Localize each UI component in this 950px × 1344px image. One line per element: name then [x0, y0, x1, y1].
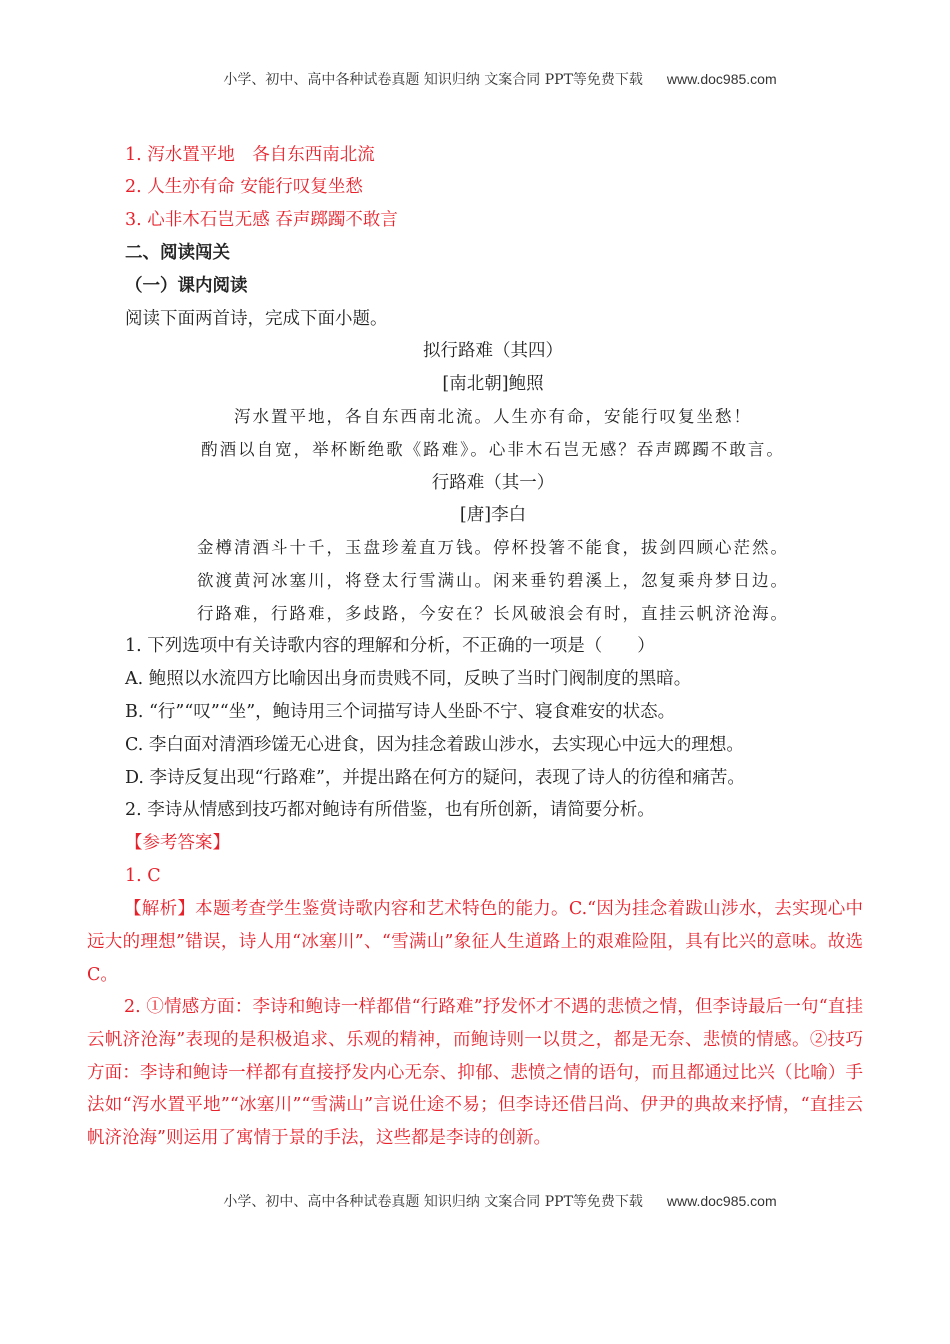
analysis-paragraph	[87, 893, 863, 991]
page-footer	[0, 1191, 950, 1211]
poem2-line: 行路难，行路难，多歧路，今安在？长风破浪会有时，直挂云帆济沧海。	[197, 604, 789, 623]
option-a: A. 鲍照以水流四方比喻因出身而贵贱不同，反映了当时门阀制度的黑暗。	[125, 669, 692, 689]
answer-line: 3. 心非木石岂无感 吞声踯躅不敢言	[125, 210, 398, 230]
option-b: B. “行”“叹”“坐”，鲍诗用三个词描写诗人坐卧不宁、寝食难安的状态。	[125, 702, 676, 722]
answer-2: 2. ①情感方面：李诗和鲍诗一样都借“行路难”抒发怀才不遇的悲愤之情，但李诗最后一句“直挂云帆济沧海”表现的是积极追求、乐观的精神，而鲍诗则一以贯之，都是无奈、悲愤的情感。②技巧方面：李诗和鲍诗一样都有直接抒发内心无奈、抑郁、悲愤之情的语句，而且都通过比兴（比喻）手法如“泻水置平地”“冰塞川”“雪满山”言说仕途不易；但李诗还借吕尚、伊尹的典故来抒情，“直挂云帆济沧海”则运用了寓情于景的手法，这些都是李诗的创新。	[87, 997, 863, 1149]
poem1-line: 酌酒以自宽，举杯断绝歌《路难》。心非木石岂无感？吞声踯躅不敢言。	[201, 440, 785, 459]
question-1: 1. 下列选项中有关诗歌内容的理解和分析，不正确的一项是（ ）	[125, 636, 655, 656]
answer-heading: 【参考答案】	[125, 833, 230, 853]
option-d: D. 李诗反复出现“行路难”，并提出路在何方的疑问，表现了诗人的彷徨和痛苦。	[125, 768, 745, 788]
page-header	[0, 69, 950, 89]
footer-text: 小学、初中、高中各种试卷真题 知识归纳 文案合同 PPT等免费下载	[223, 1194, 643, 1210]
analysis-text: 本题考查学生鉴赏诗歌内容和艺术特色的能力。C.“因为挂念着跋山涉水，去实现心中远大的理想”错误，诗人用“冰塞川”、“雪满山”象征人生道路上的艰难险阻，具有比兴的意味。故选C。	[87, 899, 863, 985]
poem2-line: 欲渡黄河冰塞川，将登太行雪满山。闲来垂钓碧溪上，忽复乘舟梦日边。	[197, 571, 789, 590]
section-title: 二、阅读闯关	[125, 243, 230, 263]
analysis-label: 【解析】	[124, 899, 196, 919]
header-site-link[interactable]: www.doc985.com	[666, 71, 777, 87]
poem2-author: [唐]李白	[459, 505, 527, 525]
question-2: 2. 李诗从情感到技巧都对鲍诗有所借鉴，也有所创新，请简要分析。	[125, 800, 655, 820]
header-text: 小学、初中、高中各种试卷真题 知识归纳 文案合同 PPT等免费下载	[223, 72, 643, 88]
option-c: C. 李白面对清酒珍馐无心进食，因为挂念着跋山涉水，去实现心中远大的理想。	[125, 735, 744, 755]
poem1-title: 拟行路难（其四）	[423, 341, 563, 361]
poem1-author: [南北朝]鲍照	[442, 374, 544, 394]
instruction: 阅读下面两首诗，完成下面小题。	[125, 309, 388, 329]
poem1-line: 泻水置平地，各自东西南北流。人生亦有命，安能行叹复坐愁！	[234, 407, 752, 426]
footer-site-link[interactable]: www.doc985.com	[666, 1193, 777, 1209]
answer-line: 1. 泻水置平地 各自东西南北流	[125, 145, 375, 165]
poem2-title: 行路难（其一）	[431, 473, 555, 493]
subsection-title: （一）课内阅读	[125, 276, 248, 296]
answer-1: 1. C	[125, 866, 161, 886]
poem2-line: 金樽清酒斗十千，玉盘珍羞直万钱。停杯投箸不能食，拔剑四顾心茫然。	[197, 538, 789, 557]
answer-line: 2. 人生亦有命 安能行叹复坐愁	[125, 177, 363, 197]
